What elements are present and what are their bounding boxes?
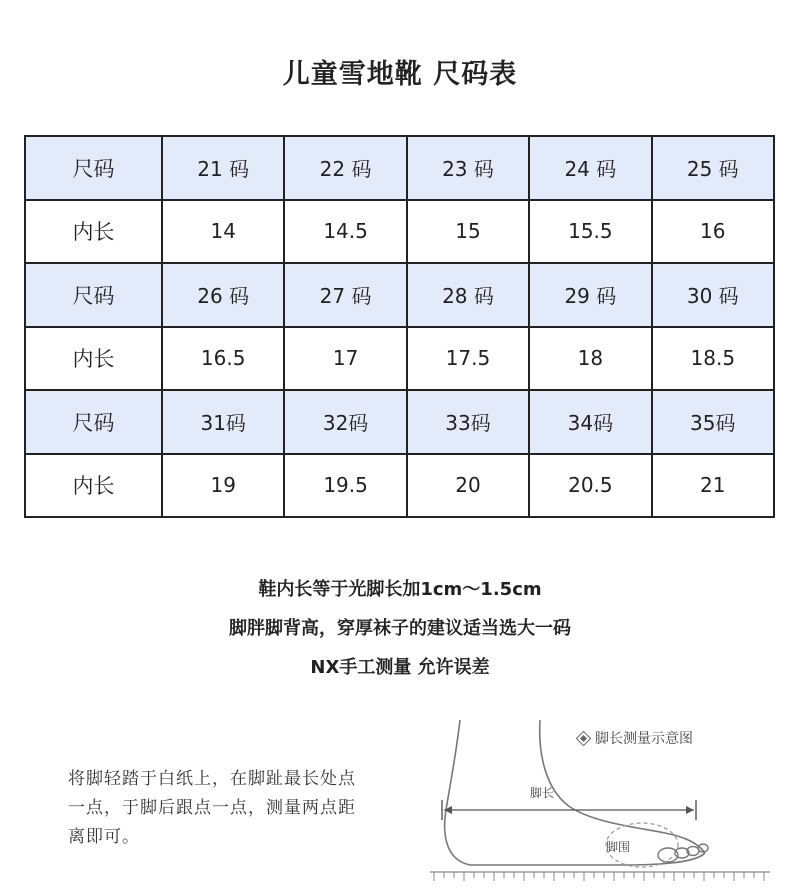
row-label: 尺码 [25,263,162,327]
table-cell: 34码 [529,390,651,454]
row-label: 尺码 [25,136,162,200]
table-cell: 21 [652,454,774,518]
foot-top-outline [540,720,705,853]
table-cell: 17.5 [407,327,529,391]
table-row [25,136,774,200]
table-cell: 28 码 [407,263,529,327]
size-chart-table [24,135,775,518]
table-cell: 19.5 [284,454,406,518]
table-row [25,263,774,327]
table-cell: 20 [407,454,529,518]
row-label: 尺码 [25,390,162,454]
table-cell: 22 码 [284,136,406,200]
arrow-right-icon [686,806,694,814]
table-cell: 15 [407,200,529,264]
table-cell: 24 码 [529,136,651,200]
page-title: 儿童雪地靴 尺码表 [282,59,518,90]
note-line: 脚胖脚背高，穿厚袜子的建议适当选大一码 [229,618,571,639]
row-label: 内长 [25,454,162,518]
diagram-title-text: 脚长测量示意图 [595,731,693,747]
table-cell: 30 码 [652,263,774,327]
table-cell: 21 码 [162,136,284,200]
table-cell: 16 [652,200,774,264]
table-cell: 26 码 [162,263,284,327]
table-row [25,200,774,264]
foot-measure-illustration [420,715,780,885]
foot-length-label: 脚长 [530,786,555,800]
row-label: 内长 [25,327,162,391]
table-cell: 35码 [652,390,774,454]
table-cell: 25 码 [652,136,774,200]
row-label: 内长 [25,200,162,264]
table-cell: 14.5 [284,200,406,264]
foot-outline [445,720,705,865]
table-cell: 15.5 [529,200,651,264]
table-cell: 14 [162,200,284,264]
table-cell: 23 码 [407,136,529,200]
notes-block [0,570,800,687]
table-cell: 32码 [284,390,406,454]
measure-instructions: 将脚轻踏于白纸上，在脚趾最长处点一点，于脚后跟点一点，测量两点距离即可。 [68,769,356,847]
note-line: NX手工测量 允许误差 [310,657,490,678]
table-row [25,390,774,454]
table-cell: 31码 [162,390,284,454]
table-cell: 33码 [407,390,529,454]
table-cell: 29 码 [529,263,651,327]
table-cell: 19 [162,454,284,518]
table-row [25,454,774,518]
note-line: 鞋内长等于光脚长加1cm～1.5cm [258,579,542,600]
ruler-ticks [434,872,764,881]
table-cell: 16.5 [162,327,284,391]
table-cell: 18 [529,327,651,391]
foot-girth-label: 脚围 [606,840,631,854]
table-row [25,327,774,391]
table-cell: 18.5 [652,327,774,391]
table-cell: 17 [284,327,406,391]
table-cell: 27 码 [284,263,406,327]
table-cell: 20.5 [529,454,651,518]
